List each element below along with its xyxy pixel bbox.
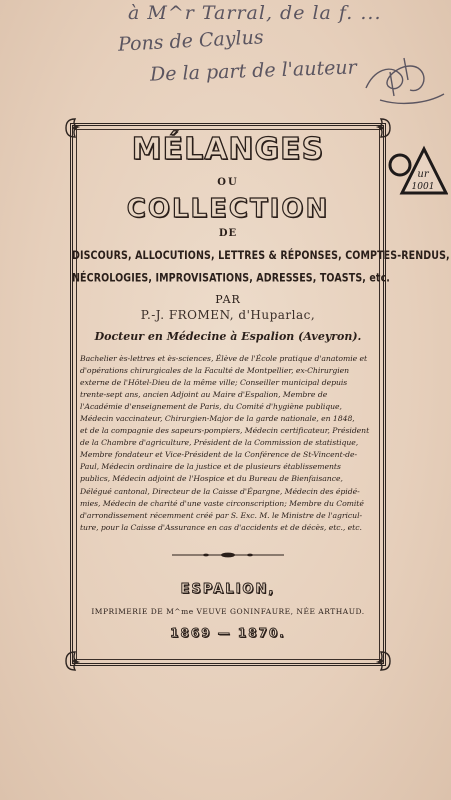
handwritten-dedication-line1: à M^r Tarral, de la f. ... — [128, 2, 382, 24]
biography-line: publics, Médecin adjoint de l'Hospice et du Bureau de Bienfaisance, — [80, 474, 343, 484]
biography-line: mies, Médecin de charité d'une vaste circonscription; Membre du Comité — [80, 498, 364, 508]
title-collection: COLLECTION — [126, 194, 330, 224]
corner-ornament-icon — [370, 650, 392, 672]
author-biography — [80, 353, 376, 534]
contents-list — [72, 245, 450, 290]
biography-line: de la Chambre d'agriculture, Président de la Commission de statistique, — [80, 438, 359, 448]
decorative-rule — [172, 552, 284, 558]
signature-scribble — [360, 50, 448, 110]
contents-list-line: DISCOURS, ALLOCUTIONS, LETTRES & RÉPONSES, COMPTES-RENDUS, — [72, 248, 450, 263]
svg-text:ur: ur — [417, 169, 429, 180]
title-de: DE — [218, 228, 238, 239]
biography-line: Paul, Médecin ordinaire de la justice et de plusieurs établissements — [80, 462, 341, 472]
title-par: PAR — [215, 293, 241, 306]
biography-line: Membre fondateur et Vice-Président de la Conférence de St-Vincent-de- — [80, 450, 358, 460]
contents-list-line: NÉCROLOGIES, IMPROVISATIONS, ADRESSES, TOASTS, etc. — [72, 271, 391, 285]
biography-line: ture, pour la Caisse d'Assurance en cas d'accidents et de décès, etc., etc. — [80, 522, 362, 532]
biography-line: Médecin vaccinateur, Chirurgien-Major de la garde nationale, en 1848, — [80, 414, 355, 424]
author-title: Docteur en Médecine à Espalion (Aveyron). — [94, 330, 362, 343]
handwritten-dedication-line3: De la part de l'auteur — [149, 56, 358, 86]
biography-line: externe de l'Hôtel-Dieu de la même ville; Conseiller municipal depuis — [80, 378, 348, 388]
imprint-printer: IMPRIMERIE DE M^me VEUVE GONINFAURE, NÉE ARTHAUD. — [91, 606, 365, 616]
biography-line: trente-sept ans, ancien Adjoint au Maire d'Espalion, Membre de — [80, 390, 328, 400]
biography-line: d'arrondissement récemment créé par S. Exc. M. le Ministre de l'agricul- — [80, 510, 363, 520]
title-ou: OU — [217, 177, 239, 188]
imprint-dates: 1869 — 1870. — [170, 625, 286, 640]
biography-line: d'opérations chirurgicales de la Faculté de Montpellier, ex-Chirurgien — [80, 366, 350, 376]
author-name: P.-J. FROMEN, d'Huparlac, — [140, 308, 316, 322]
imprint-city: ESPALION, — [180, 581, 276, 597]
svg-text:1001: 1001 — [411, 182, 435, 192]
biography-line: et de la compagnie des sapeurs-pompiers, Médecin certificateur, Président — [80, 426, 370, 436]
title-melanges: MÉLANGES — [131, 132, 325, 167]
library-stamp-icon — [388, 143, 448, 213]
biography-line: Délégué cantonal, Directeur de la Caisse d'Épargne, Médecin des épidé- — [80, 486, 360, 496]
biography-line: Bachelier ès-lettres et ès-sciences, Élève de l'École pratique d'anatomie et — [80, 354, 368, 363]
handwritten-dedication-line2: Pons de Caylus — [117, 26, 265, 56]
corner-ornament-icon — [64, 650, 86, 672]
biography-line: l'Académie d'enseignement de Paris, du Comité d'hygiène publique, — [80, 402, 342, 412]
